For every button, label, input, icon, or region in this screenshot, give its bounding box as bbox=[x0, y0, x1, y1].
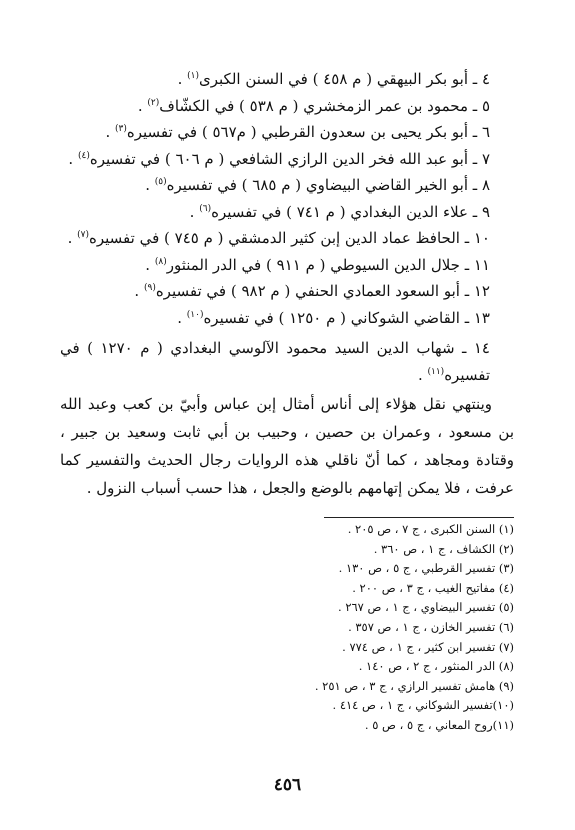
list-item: ٩ ـ علاء الدين البغدادي ( م ٧٤١ ) في تفسيره$^{(٦)}$ . bbox=[189, 202, 490, 221]
list-item: ١٣ ـ القاضي الشوكاني ( م ١٢٥٠ ) في تفسيره$^{(١٠)}$ . bbox=[177, 308, 490, 327]
list-item: ٨ ـ أبو الخير القاضي البيضاوي ( م ٦٨٥ ) في تفسيره$^{(٥)}$ . bbox=[145, 176, 490, 194]
list-item: ٤ ـ أبو بكر البيهقي ( م ٤٥٨ ) في السنن الكبرى$^{(١)}$ . bbox=[177, 70, 490, 88]
footnote: (٤) مفاتيح الغيب ، ج ٣ ، ص ٢٠٠ . bbox=[352, 580, 514, 595]
footnote-divider bbox=[324, 517, 514, 518]
footnote-ref: (١) bbox=[187, 71, 199, 81]
footnote-ref: (٤) bbox=[77, 150, 90, 161]
footnote: (٦) تفسير الخازن ، ج ١ ، ص ٣٥٧ . bbox=[348, 619, 514, 634]
footnote: (١) السنن الكبرى ، ج ٧ ، ص ٢٠٥ . bbox=[347, 522, 514, 536]
footnote: (٢) الكشاف ، ج ١ ، ص ٣٦٠ . bbox=[373, 541, 514, 556]
footnote-ref: (١١) bbox=[427, 367, 445, 377]
footnote: (٥) تفسير البيضاوي ، ج ١ ، ص ٢٦٧ . bbox=[338, 600, 514, 615]
footnote: (٣) تفسير القرطبي ، ج ٥ ، ص ١٣٠ . bbox=[338, 561, 514, 576]
list-item: ١٠ ـ الحافظ عماد الدين إبن كثير الدمشقي ( م ٧٤٥ ) في تفسيره$^{(٧)}$ . bbox=[67, 229, 490, 247]
footnote: (١١)روح المعاني ، ج ٥ ، ص ٥ . bbox=[364, 717, 514, 732]
body-paragraph: وينتهي نقل هؤلاء إلى أناس أمثال إبن عباس وأبيّ بن كعب وعبد الله بن مسعود ، وعمران بن حصين ، وحبيب بن أبي ثابت وسعيد بن جبير ، وقتادة ومجاهد ، كما أنّ ناقلي هذه الروايات رجال الحديث والتفسير كما عرفت ، فلا يمكن إتهامهم بالوضع والجعل ، هذا حسب أسباب النزول . bbox=[60, 395, 514, 497]
list-item: ١٢ ـ أبو السعود العمادي الحنفي ( م ٩٨٢ ) في تفسيره$^{(٩)}$ . bbox=[134, 282, 490, 300]
footnotes bbox=[150, 520, 514, 736]
footnote: (٩) هامش تفسير الرازي ، ج ٣ ، ص ٢٥١ . bbox=[314, 678, 514, 693]
footnote: (٨) الدر المنثور ، ج ٢ ، ص ١٤٠ . bbox=[358, 659, 514, 674]
list-item: ١١ ـ جلال الدين السيوطي ( م ٩١١ ) في الدر المنثور$^{(٨)}$ . bbox=[145, 255, 490, 274]
footnote-ref: (٨) bbox=[154, 256, 167, 267]
footnote-ref: (٩) bbox=[143, 283, 156, 293]
list-item: ٥ ـ محمود بن عمر الزمخشري ( م ٥٣٨ ) في الكشّاف$^{(٢)}$ . bbox=[137, 96, 490, 115]
list-item: ٧ ـ أبو عبد الله فخر الدين الرازي الشافعي ( م ٦٠٦ ) في تفسيره$^{(٤)}$ . bbox=[68, 149, 490, 168]
commentators-list bbox=[60, 66, 490, 389]
page-number: ٤٥٦ bbox=[273, 775, 302, 795]
list-item: ٦ ـ أبو بكر يحيى بن سعدون القرطبي ( م٥٦٧ ) في تفسيره$^{(٣)}$ . bbox=[105, 123, 490, 141]
footnote-ref: (٧) bbox=[77, 230, 90, 240]
footnote-ref: (٢) bbox=[147, 97, 160, 108]
footnote: (١٠)تفسير الشوكاني ، ج ١ ، ص ٤١٤ . bbox=[332, 698, 514, 713]
footnote-ref: (٦) bbox=[199, 203, 212, 214]
list-item: ١٤ ـ شهاب الدين السيد محمود الآلوسي البغدادي ( م ١٢٧٠ ) في تفسيره$^{(١١)}$ . bbox=[60, 339, 490, 384]
footnote-ref: (١٠) bbox=[186, 309, 204, 320]
footnote-ref: (٣) bbox=[114, 124, 127, 134]
footnote-ref: (٥) bbox=[154, 177, 167, 187]
footnote: (٧) تفسير ابن كثير ، ج ١ ، ص ٧٧٤ . bbox=[342, 639, 514, 654]
